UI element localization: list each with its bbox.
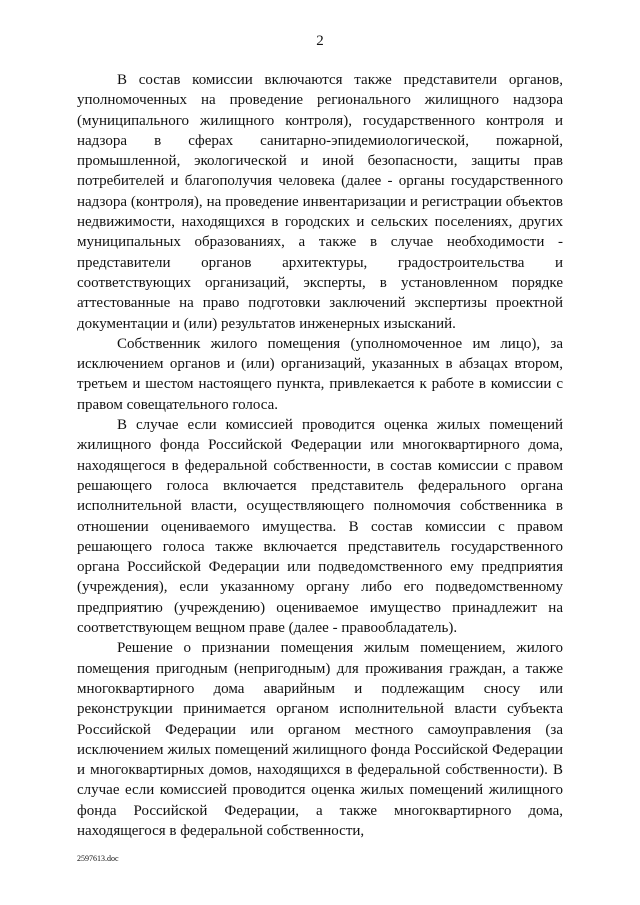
document-body [77, 70, 563, 841]
paragraph-owner-participation: Собственник жилого помещения (уполномоченное им лицо), за исключением органов и (или) организаций, указанных в абзацах втором, третьем и шестом настоящего пункта, привлекается к работе в комиссии с правом совещательного голоса. [77, 335, 563, 413]
footer-document-code: 2597613.doc [77, 854, 119, 863]
paragraph-federal-housing: В случае если комиссией проводится оценка жилых помещений жилищного фонда Российской Федерации или многоквартирного дома, находящегося в федеральной собственности, в состав комиссии с правом решающего голоса включается представитель федерального органа исполнительной власти, осуществляющего полномочия собственника в отношении оцениваемого имущества. В состав комиссии с правом решающего голоса также включается представитель государственного органа Российской Федерации или подведомственного ему предприятия (учреждения), если указанному органу либо его подведомственному предприятию (учреждению) оцениваемое имущество принадлежит на соответствующем вещном праве (далее - правообладатель). [77, 417, 563, 637]
page-number: 2 [316, 33, 324, 49]
paragraph-commission-composition: В состав комиссии включаются также представители органов, уполномоченных на проведение регионального жилищного надзора (муниципального жилищного контроля), государственного контроля и надзора в сферах санитарно-эпидемиологической, пожарной, промышленной, экологической и иной безопасности, защиты прав потребителей и благополучия человека (далее - органы государственного надзора (контроля), на проведение инвентаризации и регистрации объектов недвижимости, находящихся в городских и сельских поселениях, других муниципальных образованиях, а также в случае необходимости - представители органов архитектуры, градостроительства и соответствующих организаций, эксперты, в установленном порядке аттестованные на право подготовки заключений экспертизы проектной документации и (или) результатов инженерных изысканий. [77, 72, 563, 332]
paragraph-decision: Решение о признании помещения жилым помещением, жилого помещения пригодным (непригодным) для проживания граждан, а также многоквартирного дома аварийным и подлежащим сносу или реконструкции принимается органом исполнительной власти субъекта Российской Федерации или органом местного самоуправления (за исключением жилых помещений жилищного фонда Российской Федерации и многоквартирных домов, находящихся в федеральной собственности). В случае если комиссией проводится оценка жилых помещений жилищного фонда Российской Федерации, а также многоквартирного дома, находящегося в федеральной собственности, [77, 640, 563, 839]
